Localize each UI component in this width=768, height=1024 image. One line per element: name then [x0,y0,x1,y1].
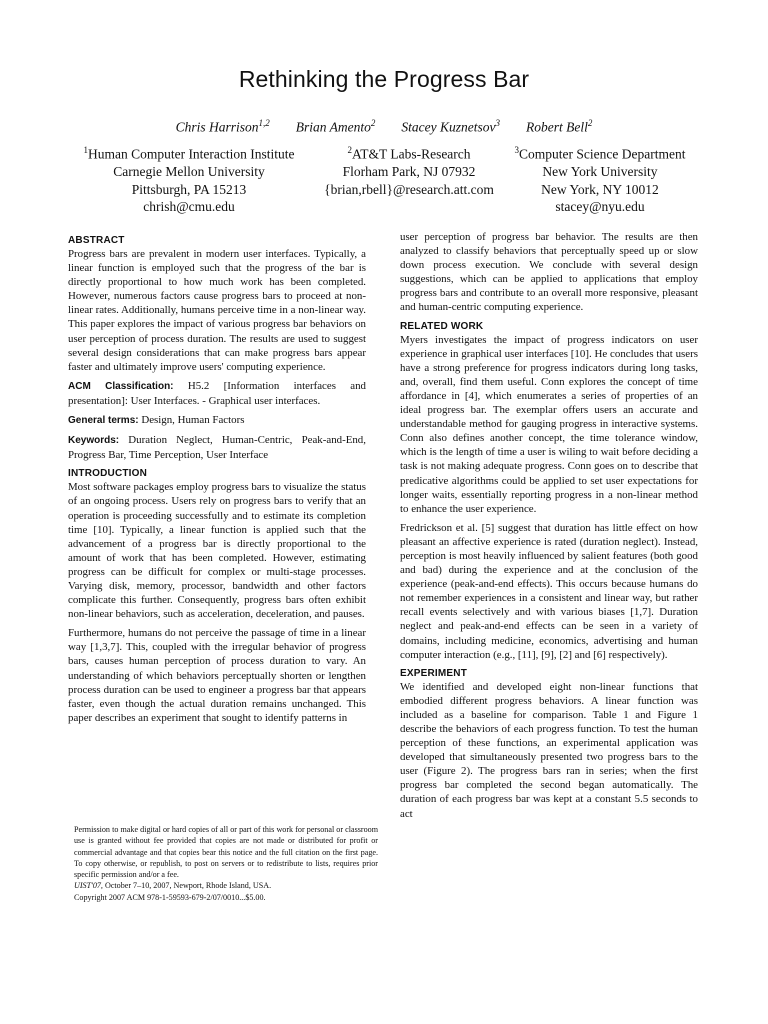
author: Chris Harrison$^{1,2}$ [175,118,270,135]
introduction-heading: INTRODUCTION [68,468,148,480]
continued-paragraph: user perception of progress bar behavior. The results are then analyzed to classify behaviors that perceptually speed up or slow down process execution. We conclude with several design suggestions, which can be applied to applications that employ progress bars and contribute to an overall more responsive, pleasant and human-centric computing experience. [400,231,698,314]
introduction-paragraph: Furthermore, humans do not perceive the passage of time in a linear way [1,3,7]. This, coupled with the irregular behavior of progress bars, causes human perception of process duration to vary. An understanding of which behaviors perceptually shorten or lengthen process duration can be used to engineer a progress bar that appears faster, even though the actual duration remains unchanged. This paper describes an experiment that sought to identify patterns in [68,627,366,724]
acm-classification: ACM Classification: H5.2 [Information interfaces and presentation]: User Interfaces. - Graphical user interfaces. [68,379,366,407]
author: Brian Amento$^2$ [295,118,376,135]
introduction-paragraph: Most software packages employ progress bars to visualize the status of an ongoing process. Users rely on progress bars to verify that an operation is proceeding successfully and to estimate its completion time [10]. Typically, a linear function is applied such that the advancement of a progress bar is directly proportional to the amount of work that has been completed. However, estimating progress can be difficult for complex or multi-stage processes. Varying disk, memory, processor, bandwidth and other factors complicate this further. Consequently, progress bars often exhibit non-linear behaviors, such as acceleration, deceleration, and pauses. [68,481,366,621]
experiment-paragraph: We identified and developed eight non-linear functions that embodied different progress behaviors. A linear function was included as a baseline for comparison. Table 1 and Figure 1 describe the behaviors of each progress function. To test the human perception of these functions, an experimental application was developed that simultaneously presented two progress bars to the user (Figure 2). The progress bars ran in series; when the first progress bar completed the second began automatically. The duration of each progress bar was kept at a constant 5.5 seconds to act [400,680,698,820]
author: Robert Bell$^2$ [526,118,593,135]
email: stacey@nyu.edu [555,199,645,215]
affiliation-cmu: $^1$Human Computer Interaction Institute Carnegie Mellon University Pittsburgh, PA 15213 chrish@cmu.edu [68,142,310,216]
experiment-heading: EXPERIMENT [400,667,468,679]
related-work-paragraph: Myers investigates the impact of progress indicators on user experience in graphical user interfaces [10]. He concludes that users have a strong preference for progress indicators during long tasks, and, overall, find them useful. Conn explores the concept of time affordance in [4], which enumerates a series of properties of an ideal progress bar. The exemplar offers users an accurate and understandable method for gauging progress in interactive systems. Conn also defines another concept, the time tolerance window, which is the length of time a user is wiling to wait before deciding a task is not making adequate progress. Conn goes on to describe that predicative algorithms could be applied to set user expectations for longer waits, essentially reporting progress in a non-linear method to enhance the user experience. [400,333,698,515]
related-work-paragraph: Fredrickson et al. [5] suggest that duration has little effect on how pleasant an affective experience is rated (duration neglect). Instead, perception is most heavily influenced by salient features (both good and bad) during the experience and at the conclusion of the experience (peak-and-end effects). This occurs because humans do not remember experiences in a consistent and linear way, but rather recall events selectively and with various biases [1,7]. Duration neglect and peak-and-end effects can be seen in a variety of domains, including medicine, economics, advertising and human computer interaction (e.g., [11], [9], [2] and [6] respectively). [400,521,698,661]
author: Stacey Kuznetsov$^3$ [401,118,501,135]
right-column [400,230,698,826]
affiliation-att: $^2$AT&T Labs-Research Florham Park, NJ 07932 {brian,rbell}@research.att.com [304,142,514,198]
general-terms: General terms: Design, Human Factors [68,414,245,427]
email: {brian,rbell}@research.att.com [324,181,494,197]
permission-notice: Permission to make digital or hard copies of all or part of this work for personal or classroom use is granted without fee provided that copies are not made or distributed for profit or commercial advantage and that copies bear this notice and the full citation on the first page. To copy otherwise, or republish, to post on servers or to redistribute to lists, requires prior specific permission and/or a fee. UIST'07, October 7–10, 2007, Newport, Rhode Island, USA. Copyright 2007 ACM 978-1-59593-679-2/07/0010...$5.00. [74,825,378,902]
author-list [0,118,768,136]
left-column [68,232,366,730]
email: chrish@cmu.edu [143,199,235,215]
abstract-heading: ABSTRACT [68,235,125,246]
keywords: Keywords: Duration Neglect, Human-Centric, Peak-and-End, Progress Bar, Time Perception, User Interface [68,434,366,462]
paper-title: Rethinking the Progress Bar [238,66,530,92]
abstract-text: Progress bars are prevalent in modern user interfaces. Typically, a linear function is employed such that the progress of the bar is directly proportional to how much work has been completed. However, numerous factors cause progress bars to proceed at non-linear rates. Additionally, humans perceive time in a non-linear way. This paper explores the impact of various progress bar behaviors on user perception of process duration. The results are used to suggest several design considerations that can make progress bars appear faster and ultimately improve users' computing experience. [68,248,366,373]
related-work-heading: RELATED WORK [400,320,484,332]
affiliation-nyu: $^3$Computer Science Department New York University New York, NY 10012 stacey@nyu.edu [502,142,698,216]
